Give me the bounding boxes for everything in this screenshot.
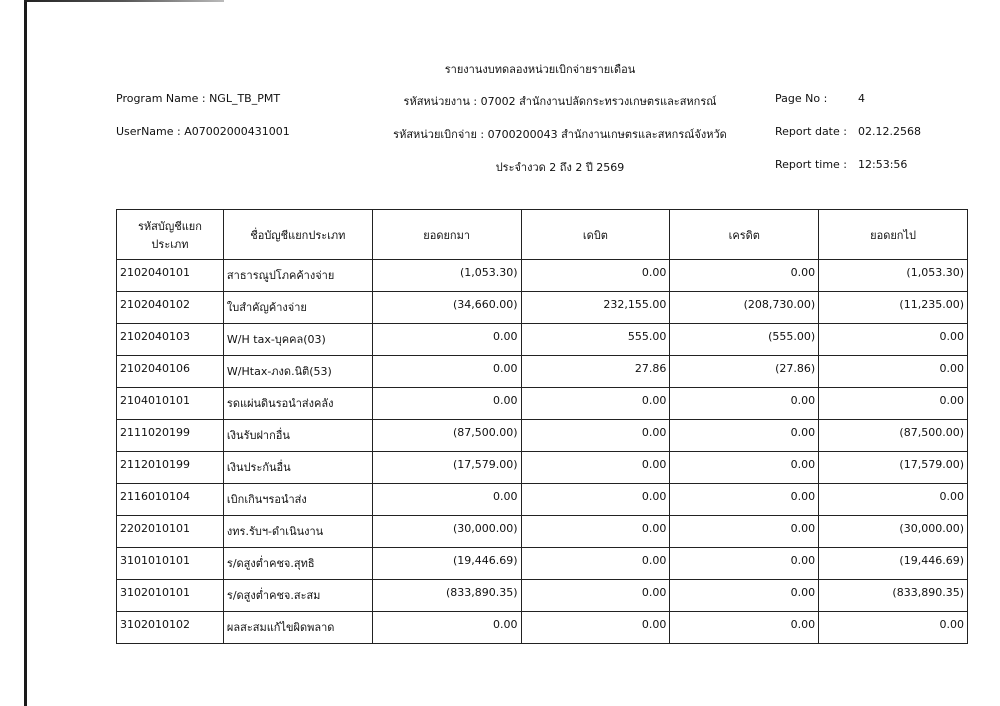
cell-account-code: 2102040102 xyxy=(117,292,224,324)
header-debit: เดบิต xyxy=(521,210,670,260)
program-name-value: NGL_TB_PMT xyxy=(209,92,281,105)
cell-opening-balance: 0.00 xyxy=(372,612,521,644)
table-header-row xyxy=(117,210,968,260)
cell-debit: 27.86 xyxy=(521,356,670,388)
scan-border-left xyxy=(24,0,27,706)
cell-account-name: เบิกเกินฯรอนำส่ง xyxy=(223,484,372,516)
cell-credit: 0.00 xyxy=(670,548,819,580)
cell-credit: 0.00 xyxy=(670,612,819,644)
cell-account-code: 2111020199 xyxy=(117,420,224,452)
report-date-value: 02.12.2568 xyxy=(858,125,921,138)
cell-debit: 0.00 xyxy=(521,580,670,612)
cell-credit: 0.00 xyxy=(670,420,819,452)
cell-debit: 0.00 xyxy=(521,388,670,420)
cell-opening-balance: 0.00 xyxy=(372,356,521,388)
cell-account-code: 2112010199 xyxy=(117,452,224,484)
table-row xyxy=(117,612,968,644)
cell-account-code: 2102040106 xyxy=(117,356,224,388)
cell-opening-balance: 0.00 xyxy=(372,388,521,420)
scan-border-top xyxy=(24,0,224,2)
cell-credit: 0.00 xyxy=(670,452,819,484)
report-title: รายงานงบทดลองหน่วยเบิกจ่ายรายเดือน xyxy=(444,63,636,76)
cell-closing-balance: (11,235.00) xyxy=(819,292,968,324)
program-name-label: Program Name : xyxy=(116,92,206,105)
report-time xyxy=(775,158,907,171)
table-row xyxy=(117,292,968,324)
cell-account-name: สาธารณูปโภคค้างจ่าย xyxy=(223,260,372,292)
agency-value: 07002 สำนักงานปลัดกระทรวงเกษตรและสหกรณ์ xyxy=(480,95,717,108)
agency-label: รหัสหน่วยงาน : xyxy=(403,95,478,108)
cell-credit: (555.00) xyxy=(670,324,819,356)
table-row xyxy=(117,356,968,388)
cell-opening-balance: (19,446.69) xyxy=(372,548,521,580)
username-value: A07002000431001 xyxy=(184,125,290,138)
program-name xyxy=(116,92,280,105)
cell-account-name: ผลสะสมแก้ไขผิดพลาด xyxy=(223,612,372,644)
cell-account-code: 2102040101 xyxy=(117,260,224,292)
cell-closing-balance: (30,000.00) xyxy=(819,516,968,548)
cell-account-name: งทร.รับฯ-ดำเนินงาน xyxy=(223,516,372,548)
cell-account-code: 3101010101 xyxy=(117,548,224,580)
cell-opening-balance: (833,890.35) xyxy=(372,580,521,612)
cell-account-code: 2202010101 xyxy=(117,516,224,548)
cell-account-name: W/Htax-ภงด.นิติ(53) xyxy=(223,356,372,388)
cell-opening-balance: (87,500.00) xyxy=(372,420,521,452)
disbursing-unit xyxy=(380,125,740,143)
table-row xyxy=(117,484,968,516)
cell-account-code: 2104010101 xyxy=(117,388,224,420)
report-time-value: 12:53:56 xyxy=(858,158,908,171)
header-closing-balance: ยอดยกไป xyxy=(819,210,968,260)
header-account-name: ชื่อบัญชีแยกประเภท xyxy=(223,210,372,260)
cell-account-name: W/H tax-บุคคล(03) xyxy=(223,324,372,356)
table-row xyxy=(117,548,968,580)
page-number-label: Page No : xyxy=(775,92,828,105)
cell-opening-balance: 0.00 xyxy=(372,484,521,516)
cell-account-name: เงินประกันอื่น xyxy=(223,452,372,484)
cell-closing-balance: (17,579.00) xyxy=(819,452,968,484)
table-row xyxy=(117,420,968,452)
cell-opening-balance: (30,000.00) xyxy=(372,516,521,548)
cell-account-name: ใบสำคัญค้างจ่าย xyxy=(223,292,372,324)
header-account-code: รหัสบัญชีแยกประเภท xyxy=(117,210,224,260)
cell-account-name: ร/ดสูงต่ำคชจ.สุทธิ xyxy=(223,548,372,580)
cell-debit: 0.00 xyxy=(521,484,670,516)
cell-credit: 0.00 xyxy=(670,484,819,516)
header-credit: เครดิต xyxy=(670,210,819,260)
disbursing-unit-label: รหัสหน่วยเบิกจ่าย : xyxy=(393,128,485,141)
cell-account-name: เงินรับฝากอื่น xyxy=(223,420,372,452)
cell-debit: 0.00 xyxy=(521,548,670,580)
report-time-label: Report time : xyxy=(775,158,848,171)
cell-credit: (27.86) xyxy=(670,356,819,388)
cell-closing-balance: (19,446.69) xyxy=(819,548,968,580)
cell-credit: (208,730.00) xyxy=(670,292,819,324)
report-period: ประจำงวด 2 ถึง 2 ปี 2569 xyxy=(495,161,625,174)
page-number xyxy=(775,92,865,105)
cell-debit: 0.00 xyxy=(521,516,670,548)
agency xyxy=(390,92,730,110)
username xyxy=(116,125,290,138)
table-row xyxy=(117,580,968,612)
table-row xyxy=(117,324,968,356)
cell-opening-balance: (1,053.30) xyxy=(372,260,521,292)
header-opening-balance: ยอดยกมา xyxy=(372,210,521,260)
cell-account-code: 3102010101 xyxy=(117,580,224,612)
cell-opening-balance: (17,579.00) xyxy=(372,452,521,484)
cell-closing-balance: 0.00 xyxy=(819,388,968,420)
cell-debit: 0.00 xyxy=(521,260,670,292)
page-number-value: 4 xyxy=(858,92,865,105)
cell-account-code: 2102040103 xyxy=(117,324,224,356)
cell-credit: 0.00 xyxy=(670,580,819,612)
report-date xyxy=(775,125,921,138)
report-date-label: Report date : xyxy=(775,125,847,138)
cell-closing-balance: (87,500.00) xyxy=(819,420,968,452)
cell-opening-balance: 0.00 xyxy=(372,324,521,356)
cell-account-name: รดแผ่นดินรอนำส่งคลัง xyxy=(223,388,372,420)
cell-credit: 0.00 xyxy=(670,388,819,420)
table-row xyxy=(117,260,968,292)
cell-credit: 0.00 xyxy=(670,260,819,292)
cell-debit: 232,155.00 xyxy=(521,292,670,324)
cell-debit: 0.00 xyxy=(521,612,670,644)
username-label: UserName : xyxy=(116,125,181,138)
cell-closing-balance: 0.00 xyxy=(819,484,968,516)
cell-closing-balance: 0.00 xyxy=(819,356,968,388)
cell-closing-balance: (1,053.30) xyxy=(819,260,968,292)
cell-account-code: 3102010102 xyxy=(117,612,224,644)
disbursing-unit-value: 0700200043 สำนักงานเกษตรและสหกรณ์จังหวัด xyxy=(487,128,727,141)
cell-closing-balance: 0.00 xyxy=(819,324,968,356)
table-row xyxy=(117,452,968,484)
cell-debit: 0.00 xyxy=(521,420,670,452)
trial-balance-table xyxy=(116,209,968,644)
cell-account-code: 2116010104 xyxy=(117,484,224,516)
cell-opening-balance: (34,660.00) xyxy=(372,292,521,324)
cell-closing-balance: (833,890.35) xyxy=(819,580,968,612)
cell-debit: 555.00 xyxy=(521,324,670,356)
cell-closing-balance: 0.00 xyxy=(819,612,968,644)
cell-credit: 0.00 xyxy=(670,516,819,548)
table-row xyxy=(117,388,968,420)
cell-account-name: ร/ดสูงต่ำคชจ.สะสม xyxy=(223,580,372,612)
table-row xyxy=(117,516,968,548)
cell-debit: 0.00 xyxy=(521,452,670,484)
